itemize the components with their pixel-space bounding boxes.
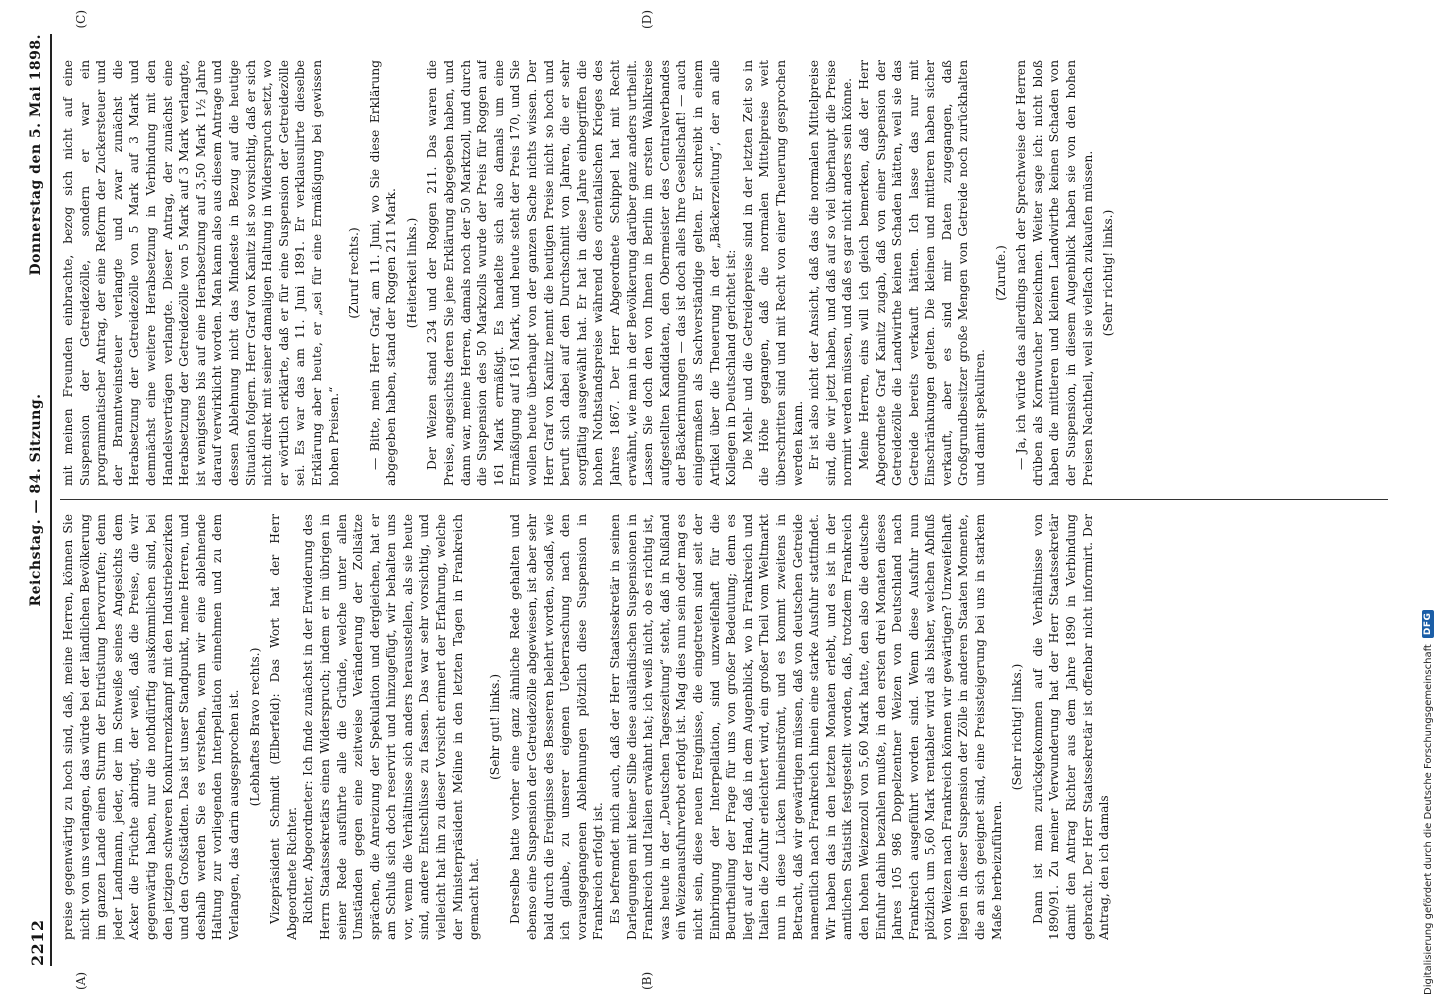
session-title: Reichstag. — 84. Sitzung. [28, 393, 44, 607]
right-column [60, 60, 1388, 486]
paragraph: Der Weizen stand 234 und der Roggen 211. Das waren die Preise, angesichts deren Sie jene Erklärung abgegeben haben, und dann war, meine Herren, damals noch der 50 Marktzoll, und durch die Suspension des 50 Markzolls wurde der Preis für Roggen auf 161 Mark ermäßigt. Es handelte sich also damals um eine Ermäßigung auf 161 Mark, und heute steht der Preis 170, und Sie wollen heute überhaupt von der ganzen Sache nichts wissen. Der Herr Graf von Kanitz nennt die heutigen Preise nicht so hoch und beruft sich dabei auf den Durchschnitt von Jahren, die er sehr sorgfältig ausgewählt hat. Er hat in diese Jahre einbegriffen die hohen Nothstandspreise während des orientalischen Krieges des Jahres 1867. Der Herr Abgeordnete Schippel hat mit Recht erwähnt, wie man in der Bevölkerung darüber ganz anders urtheilt. Lassen Sie doch den von Ihnen in Berlin im ersten Wahlkreise aufgestellten Kandidaten, den Obermeister des Centralverbandes der Bäckerinnungen — das ist doch alles Ihre Gesellschaft! — auch einigermaßen als Sachverständige gelten. Er schreibt in einem Artikel über die Theuerung in der „Bäckerzeitung“, der an alle Kollegen in Deutschland gerichtet ist: [425, 60, 739, 486]
text-columns [60, 60, 1388, 940]
paragraph: Richter, Abgeordneter: Ich finde zunächst in der Erwiderung des Herrn Staatssekretärs einen Widerspruch; indem er im übrigen in seiner Rede ausführte alle die Gründe, welche unter allen Umständen gegen eine zeitweise Veränderung der Zollsätze sprächen, die Anreizung der Spekulation und dergleichen, hat er am Schluß sich doch reservirt und hinzugefügt, wir behalten uns vor, wenn die Verhältnisse sich anders herausstellen, als sie heute sind, andere Entschlüsse zu fassen. Das war sehr vorsichtig, und vielleicht hat ihn zu dieser Vorsicht erinnert der Erfahrung, welche der Ministerpräsident Méline in den letzten Tagen in Frankreich gemacht hat. [301, 514, 482, 940]
interjection: (Zuruf rechts.) [347, 227, 362, 319]
paragraph: — Ja, ich würde das allerdings nach der Sprechweise der Herren drüben als Kornwucher bezeichnen. Weiter sage ich: nicht bloß haben die mittleren und kleinen Landwirthe keinen Schaden von der Suspension, in diesem Augenblick haben sie von den hohen Preisen Nachtheil, weil sie vielfach zukaufen müssen. [1014, 60, 1095, 486]
interjection: (Sehr richtig! links.) [1010, 663, 1025, 791]
paragraph: Derselbe hatte vorher eine ganz ähnliche Rede gehalten und ebenso eine Suspension der Getreidezölle abgewiesen, ist aber sehr bald durch die Ereignisse des Besseren belehrt worden, sodaß, wie ich glaube, zu unserer eigenen Ueberraschung nach den vorausgegangenen Ablehnungen plötzlich diese Suspension in Frankreich erfolgt ist. [508, 514, 606, 940]
margin-mark-c: (C) [74, 10, 88, 29]
digitization-text: Digitalisierung gefördert durch die Deutsche Forschungsgemeinschaft [1422, 644, 1434, 995]
margin-mark-a: (A) [74, 971, 88, 990]
quotation: Die Mehl- und die Getreidepreise sind in der letzten Zeit so in die Höhe gegangen, daß die normalen Mittelpreise weit überschritten sind und mit Recht von einer Theuerung gesprochen werden kann. [740, 60, 805, 486]
paragraph: — Bitte, mein Herr Graf, am 11. Juni, wo Sie diese Erklärung abgegeben haben, stand der Roggen 211 Mark. [367, 60, 399, 486]
interjection: (Heiterkeit links.) [404, 217, 419, 329]
header-rule [50, 34, 52, 966]
margin-mark-b: (B) [640, 971, 654, 990]
paragraph: Es befremdet mich auch, daß der Herr Staatssekretär in seinen Darlegungen mit keiner Silbe diese ausländischen Suspensionen in Frankreich und Italien erwähnt hat; ich weiß nicht, ob es richtig ist, was heute in der „Deutschen Tageszeitung“ steht, daß in Rußland ein Weizenausfuhrverbot erfolgt ist. Mag dies nun sein oder mag es nicht sein, diese neuen Ereignisse, die eingetreten sind seit der Einbringung der Interpellation, sind unzweifelhaft für die Beurtheilung der Frage für uns von großer Bedeutung; denn es liegt auf der Hand, daß in dem Augenblick, wo in Frankreich und Italien die Zufuhr erleichtert wird, ein großer Theil vom Weltmarkt nun in diese Lücken hineinströmt, und es kommt zweitens in Betracht, daß wir gewärtigen müssen, daß von deutschen Getreide namentlich nach Frankreich hinein eine starke Ausfuhr stattfindet. Wir haben das in den letzten Monaten erlebt, und es ist in der amtlichen Statistik festgestellt worden, daß, trotzdem Frankreich den hohen Weizenzoll von 5,60 Mark hatte, den also die deutsche Einfuhr dahin bezahlen mußte, in den ersten drei Monaten dieses Jahres 105 986 Doppelzentner Weizen von Deutschland nach Frankreich ausgeführt worden sind. Wenn diese Ausfuhr nun plötzlich um 5,60 Mark rentabler wird als bisher, welchen Abfluß von Weizen nach Frankreich können wir gewärtigen? Unzweifelhaft liegen in dieser Suspension der Zölle in anderen Staaten Momente, die an sich geeignet sind, eine Preissteigerung bei uns in starkem Maße herbeizuführen. [608, 514, 1004, 940]
session-date: Donnerstag den 5. Mai 1898. [28, 34, 44, 276]
dfg-logo: DFG [1422, 610, 1434, 639]
paragraph: Vizepräsident Schmidt (Elberfeld): Das Wort hat der Herr Abgeordnete Richter. [268, 514, 299, 940]
page-number: 2212 [28, 919, 47, 966]
interjection: (Sehr gut! links.) [487, 673, 502, 781]
paragraph: Er ist also nicht der Ansicht, daß das die normalen Mittelpreise sind, die wir jetzt haben, und daß auf so viel überhaupt die Preise normirt werden müssen, und daß es gar nicht anders sein könne. [807, 60, 855, 486]
interjection: (Sehr richtig! links.) [1101, 209, 1116, 337]
interjection: (Lebhaftes Bravo rechts.) [247, 647, 262, 807]
paragraph: Meine Herren, eins will ich gleich bemerken, daß der Herr Abgeordnete Graf Kanitz zugab, daß von einer Suspension der Getreidezölle die Landwirthe keinen Schaden hätten, weil sie das Getreide bereits verkauft hätten. Ich lasse das nur mit Einschränkungen gelten. Die kleinen und mittleren haben sicher verkauft, aber es sind mir Daten zugegangen, daß Großgrundbesitzer große Mengen von Getreide noch zurückhalten und damit spekuliren. [856, 60, 988, 486]
margin-mark-d: (D) [640, 10, 654, 29]
interjection: (Zurufe.) [993, 245, 1008, 301]
paragraph: Dann ist man zurückgekommen auf die Verhältnisse von 1890/91. Zu meiner Verwunderung hat der Herr Staatssekretär damit den Antrag Richter aus dem Jahre 1890 in Verbindung gebracht. Der Herr Staatssekretär ist offenbar nicht informirt. Der Antrag, den ich damals [1030, 514, 1112, 940]
digitization-note [1422, 610, 1434, 995]
page-header [28, 34, 52, 966]
left-column [60, 514, 1388, 940]
paragraph: preise gegenwärtig zu hoch sind, daß, meine Herren, können Sie nicht von uns verlangen, das würde bei der ländlichen Bevölkerung im ganzen Lande einen Sturm der Entrüstung hervorrufen; denn jeder Landmann, jeder, der im Schweiße seines Angesichts dem Acker die Früchte abringt, der weiß, daß die Preise, die wir gegenwärtig haben, nur die nothdürftig auskömmlichen sind, bei den jetzigen schweren Konkurrenzkampf mit den Industriebezirken und den Großstädten. Das ist unser Standpunkt, meine Herren, und deshalb werden Sie es verstehen, wenn wir eine ablehnende Haltung zur vorliegenden Interpellation einnehmen und zu dem Verlangen, das darin ausgesprochen ist. [61, 514, 241, 940]
paragraph: mit meinen Freunden einbrachte, bezog sich nicht auf eine Suspension der Getreidezölle, sondern er war ein programmatischer Antrag, der eine Reform der Zuckersteuer und der Branntweinsteuer verlangte und zwar zunächst die Herabsetzung der Getreidezölle von 5 Mark auf 3 Mark und demnächst eine weitere Herabsetzung in Verbindung mit den Handelsverträgen verlangte. Dieser Antrag, der zunächst eine Herabsetzung der Getreidezölle von 5 Mark auf 3 Mark verlangte, ist wenigstens bis auf eine Herabsetzung auf 3,50 Mark 1½ Jahre darauf verwirklicht worden. Man kann also aus diesem Antrage und dessen Ablehnung nicht das Mindeste in Bezug auf die heutige Situation folgern. Herr Graf von Kanitz ist so vorsichtig, daß er sich nicht direkt mit seiner damaligen Haltung in Widerspruch setzt, wo er wörtlich erklärte, daß er für eine Suspension der Getreidezölle sei. Es war das am 11. Juni 1891. Er verklausulirte dieselbe Erklärung aber heute, er „sei für eine Ermäßigung bei gewissen hohen Preisen.“ [61, 60, 341, 486]
